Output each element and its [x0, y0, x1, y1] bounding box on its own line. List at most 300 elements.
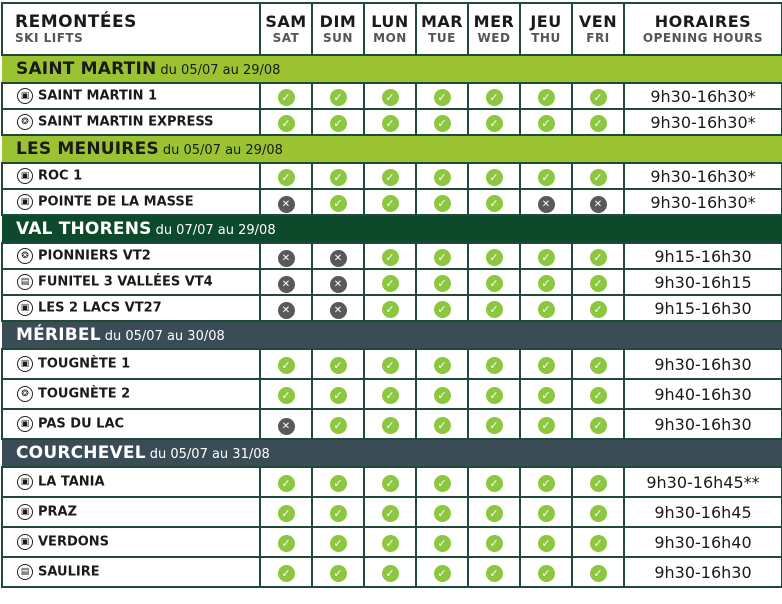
- hours-header-main: HORAIRES: [654, 12, 752, 31]
- lifts-header-sub: SKI LIFTS: [15, 31, 84, 45]
- check-icon: ✓: [486, 565, 503, 582]
- check-icon: ✓: [538, 475, 555, 492]
- day-header-wed: [468, 3, 520, 55]
- day-status-cell: [520, 379, 572, 409]
- opening-hours: 9h40-16h30: [624, 379, 782, 409]
- check-icon: ✓: [590, 417, 607, 434]
- day-status-cell: [416, 189, 468, 215]
- day-status-cell: [572, 527, 624, 557]
- day-status-cell: [468, 557, 520, 587]
- day-status-cell: [364, 527, 416, 557]
- check-icon: ✓: [330, 115, 347, 132]
- opening-hours: 9h30-16h15: [624, 269, 782, 295]
- day-header-sun: [312, 3, 364, 55]
- check-icon: ✓: [382, 275, 399, 292]
- gondola-icon: ▣: [17, 504, 33, 520]
- check-icon: ✓: [330, 565, 347, 582]
- day-status-cell: [260, 269, 312, 295]
- day-en: WED: [477, 31, 511, 45]
- lift-name-cell: [2, 379, 260, 409]
- lift-name: PAS DU LAC: [38, 416, 125, 432]
- check-icon: ✓: [434, 249, 451, 266]
- day-status-cell: [260, 163, 312, 189]
- check-icon: ✓: [538, 169, 555, 186]
- day-status-cell: [260, 189, 312, 215]
- day-fr: JEU: [530, 12, 562, 31]
- check-icon: ✓: [434, 275, 451, 292]
- day-status-cell: [260, 409, 312, 439]
- lift-row: [2, 409, 782, 439]
- section-name: SAINT MARTIN: [16, 59, 157, 79]
- hours-header-sub: OPENING HOURS: [642, 31, 764, 45]
- lift-schedule-table: [1, 2, 782, 588]
- check-icon: ✓: [434, 89, 451, 106]
- section-header: [2, 439, 782, 467]
- opening-hours: 9h30-16h30: [624, 409, 782, 439]
- day-status-cell: [572, 295, 624, 321]
- lift-name: PRAZ: [38, 504, 78, 520]
- lift-name: ROC 1: [38, 168, 83, 184]
- day-status-cell: [260, 349, 312, 379]
- check-icon: ✓: [538, 275, 555, 292]
- check-icon: ✓: [278, 387, 295, 404]
- lift-name: SAINT MARTIN EXPRESS: [38, 114, 214, 130]
- day-status-cell: [312, 163, 364, 189]
- day-status-cell: [572, 269, 624, 295]
- day-status-cell: [364, 409, 416, 439]
- day-en: SUN: [323, 31, 353, 45]
- gondola-icon: ▣: [17, 168, 33, 184]
- day-status-cell: [572, 557, 624, 587]
- header-row: [2, 3, 782, 55]
- check-icon: ✓: [278, 535, 295, 552]
- day-status-cell: [416, 349, 468, 379]
- day-status-cell: [520, 467, 572, 497]
- chairlift-icon: ❂: [17, 386, 33, 402]
- day-status-cell: [416, 163, 468, 189]
- lift-row: [2, 295, 782, 321]
- day-status-cell: [520, 527, 572, 557]
- check-icon: ✓: [486, 169, 503, 186]
- check-icon: ✓: [486, 301, 503, 318]
- cross-icon: ✕: [590, 196, 607, 213]
- day-status-cell: [468, 379, 520, 409]
- check-icon: ✓: [382, 357, 399, 374]
- check-icon: ✓: [278, 565, 295, 582]
- day-status-cell: [520, 189, 572, 215]
- check-icon: ✓: [486, 535, 503, 552]
- day-en: MON: [373, 31, 407, 45]
- day-fr: DIM: [319, 12, 357, 31]
- check-icon: ✓: [538, 357, 555, 374]
- lift-row: [2, 189, 782, 215]
- lift-row: [2, 379, 782, 409]
- day-status-cell: [572, 189, 624, 215]
- day-status-cell: [364, 467, 416, 497]
- day-fr: LUN: [371, 12, 409, 31]
- lift-name: LA TANIA: [38, 474, 105, 490]
- day-header-mon: [364, 3, 416, 55]
- gondola-icon: ▣: [17, 300, 33, 316]
- check-icon: ✓: [538, 89, 555, 106]
- lift-name: LES 2 LACS VT27: [38, 300, 162, 316]
- check-icon: ✓: [590, 301, 607, 318]
- check-icon: ✓: [434, 417, 451, 434]
- day-status-cell: [364, 557, 416, 587]
- day-status-cell: [520, 83, 572, 109]
- section-name: LES MENUIRES: [16, 139, 159, 159]
- cross-icon: ✕: [538, 196, 555, 213]
- check-icon: ✓: [538, 565, 555, 582]
- day-status-cell: [416, 109, 468, 135]
- check-icon: ✓: [486, 417, 503, 434]
- lift-name-cell: [2, 527, 260, 557]
- check-icon: ✓: [538, 387, 555, 404]
- check-icon: ✓: [434, 505, 451, 522]
- check-icon: ✓: [382, 249, 399, 266]
- day-status-cell: [312, 409, 364, 439]
- check-icon: ✓: [330, 417, 347, 434]
- check-icon: ✓: [330, 475, 347, 492]
- lift-row: [2, 527, 782, 557]
- day-status-cell: [312, 269, 364, 295]
- day-status-cell: [572, 467, 624, 497]
- section-name: MÉRIBEL: [16, 325, 101, 345]
- opening-hours: 9h15-16h30: [624, 243, 782, 269]
- lift-name-cell: [2, 557, 260, 587]
- check-icon: ✓: [486, 505, 503, 522]
- check-icon: ✓: [382, 169, 399, 186]
- section-header: [2, 55, 782, 83]
- funitel-icon: ▤: [17, 564, 33, 580]
- day-en: FRI: [586, 31, 610, 45]
- check-icon: ✓: [330, 357, 347, 374]
- section-dates: du 05/07 au 29/08: [162, 143, 283, 158]
- cross-icon: ✕: [278, 250, 295, 267]
- opening-hours: 9h30-16h30*: [624, 189, 782, 215]
- check-icon: ✓: [486, 249, 503, 266]
- day-status-cell: [260, 467, 312, 497]
- day-status-cell: [260, 497, 312, 527]
- check-icon: ✓: [434, 301, 451, 318]
- lift-name: PIONNIERS VT2: [38, 248, 151, 264]
- day-status-cell: [312, 189, 364, 215]
- day-status-cell: [416, 269, 468, 295]
- section-header-cell: [2, 321, 782, 349]
- day-status-cell: [312, 109, 364, 135]
- gondola-icon: ▣: [17, 356, 33, 372]
- lift-name: TOUGNÈTE 1: [38, 356, 131, 372]
- check-icon: ✓: [590, 565, 607, 582]
- lift-row: [2, 243, 782, 269]
- day-header-fri: [572, 3, 624, 55]
- day-status-cell: [468, 349, 520, 379]
- check-icon: ✓: [486, 475, 503, 492]
- day-status-cell: [572, 409, 624, 439]
- opening-hours: 9h30-16h30: [624, 557, 782, 587]
- opening-hours: 9h30-16h30*: [624, 163, 782, 189]
- check-icon: ✓: [590, 275, 607, 292]
- day-status-cell: [364, 189, 416, 215]
- check-icon: ✓: [434, 169, 451, 186]
- lift-name-cell: [2, 269, 260, 295]
- day-status-cell: [572, 83, 624, 109]
- lift-name: SAINT MARTIN 1: [38, 88, 158, 104]
- day-status-cell: [520, 497, 572, 527]
- day-status-cell: [572, 349, 624, 379]
- lift-row: [2, 109, 782, 135]
- day-status-cell: [364, 109, 416, 135]
- day-status-cell: [520, 163, 572, 189]
- gondola-icon: ▣: [17, 416, 33, 432]
- day-status-cell: [416, 83, 468, 109]
- day-status-cell: [364, 497, 416, 527]
- opening-hours: 9h30-16h30*: [624, 83, 782, 109]
- day-status-cell: [572, 163, 624, 189]
- day-status-cell: [468, 243, 520, 269]
- check-icon: ✓: [538, 115, 555, 132]
- day-status-cell: [468, 109, 520, 135]
- day-status-cell: [312, 295, 364, 321]
- lift-name: TOUGNÈTE 2: [38, 386, 131, 402]
- opening-hours: 9h30-16h45**: [624, 467, 782, 497]
- day-en: THU: [531, 31, 561, 45]
- lift-name-cell: [2, 189, 260, 215]
- section-header-cell: [2, 439, 782, 467]
- section-header-cell: [2, 135, 782, 163]
- cross-icon: ✕: [330, 302, 347, 319]
- day-status-cell: [260, 295, 312, 321]
- day-status-cell: [260, 243, 312, 269]
- lifts-column-header: [2, 3, 260, 55]
- check-icon: ✓: [590, 249, 607, 266]
- check-icon: ✓: [538, 535, 555, 552]
- section-dates: du 05/07 au 31/08: [149, 447, 270, 462]
- day-status-cell: [468, 189, 520, 215]
- day-status-cell: [260, 527, 312, 557]
- section-dates: du 07/07 au 29/08: [155, 223, 276, 238]
- check-icon: ✓: [382, 535, 399, 552]
- gondola-icon: ▣: [17, 474, 33, 490]
- cross-icon: ✕: [278, 276, 295, 293]
- day-status-cell: [364, 379, 416, 409]
- check-icon: ✓: [278, 357, 295, 374]
- day-status-cell: [312, 527, 364, 557]
- chairlift-icon: ❂: [17, 114, 33, 130]
- section-header: [2, 135, 782, 163]
- day-fr: SAM: [265, 12, 307, 31]
- day-status-cell: [260, 109, 312, 135]
- check-icon: ✓: [434, 565, 451, 582]
- day-status-cell: [416, 379, 468, 409]
- lift-name-cell: [2, 409, 260, 439]
- day-status-cell: [312, 83, 364, 109]
- schedule-body: [2, 55, 782, 587]
- lift-row: [2, 497, 782, 527]
- check-icon: ✓: [486, 275, 503, 292]
- opening-hours: 9h15-16h30: [624, 295, 782, 321]
- check-icon: ✓: [486, 195, 503, 212]
- check-icon: ✓: [278, 169, 295, 186]
- check-icon: ✓: [382, 417, 399, 434]
- day-status-cell: [416, 409, 468, 439]
- check-icon: ✓: [538, 249, 555, 266]
- check-icon: ✓: [330, 505, 347, 522]
- day-status-cell: [416, 497, 468, 527]
- check-icon: ✓: [538, 301, 555, 318]
- day-status-cell: [520, 295, 572, 321]
- check-icon: ✓: [382, 89, 399, 106]
- check-icon: ✓: [382, 387, 399, 404]
- day-status-cell: [416, 243, 468, 269]
- opening-hours: 9h30-16h45: [624, 497, 782, 527]
- cross-icon: ✕: [330, 276, 347, 293]
- check-icon: ✓: [330, 535, 347, 552]
- day-status-cell: [572, 109, 624, 135]
- check-icon: ✓: [382, 475, 399, 492]
- day-status-cell: [520, 557, 572, 587]
- day-fr: MER: [473, 12, 515, 31]
- check-icon: ✓: [590, 535, 607, 552]
- chairlift-icon: ❂: [17, 248, 33, 264]
- day-en: SAT: [272, 31, 300, 45]
- check-icon: ✓: [486, 387, 503, 404]
- opening-hours: 9h30-16h40: [624, 527, 782, 557]
- opening-hours: 9h30-16h30: [624, 349, 782, 379]
- check-icon: ✓: [434, 115, 451, 132]
- check-icon: ✓: [382, 301, 399, 318]
- day-status-cell: [364, 269, 416, 295]
- day-status-cell: [520, 109, 572, 135]
- check-icon: ✓: [434, 357, 451, 374]
- check-icon: ✓: [590, 475, 607, 492]
- day-header-sat: [260, 3, 312, 55]
- lift-name: POINTE DE LA MASSE: [38, 194, 194, 210]
- section-header-cell: [2, 55, 782, 83]
- check-icon: ✓: [434, 475, 451, 492]
- day-status-cell: [416, 295, 468, 321]
- day-header-thu: [520, 3, 572, 55]
- day-status-cell: [468, 295, 520, 321]
- day-status-cell: [520, 243, 572, 269]
- day-status-cell: [416, 467, 468, 497]
- day-status-cell: [364, 349, 416, 379]
- day-status-cell: [572, 379, 624, 409]
- day-status-cell: [260, 379, 312, 409]
- check-icon: ✓: [590, 505, 607, 522]
- lift-row: [2, 83, 782, 109]
- day-status-cell: [468, 163, 520, 189]
- day-status-cell: [468, 527, 520, 557]
- day-header-tue: [416, 3, 468, 55]
- check-icon: ✓: [278, 505, 295, 522]
- day-status-cell: [260, 557, 312, 587]
- day-status-cell: [468, 409, 520, 439]
- gondola-icon: ▣: [17, 194, 33, 210]
- check-icon: ✓: [486, 89, 503, 106]
- day-status-cell: [364, 163, 416, 189]
- day-status-cell: [520, 349, 572, 379]
- check-icon: ✓: [382, 115, 399, 132]
- day-status-cell: [364, 295, 416, 321]
- day-status-cell: [468, 83, 520, 109]
- gondola-icon: ▣: [17, 534, 33, 550]
- day-status-cell: [468, 497, 520, 527]
- section-name: VAL THORENS: [16, 219, 152, 239]
- lift-row: [2, 349, 782, 379]
- check-icon: ✓: [330, 387, 347, 404]
- funitel-icon: ▤: [17, 274, 33, 290]
- check-icon: ✓: [590, 387, 607, 404]
- check-icon: ✓: [278, 115, 295, 132]
- lift-row: [2, 163, 782, 189]
- day-status-cell: [520, 409, 572, 439]
- day-status-cell: [572, 497, 624, 527]
- hours-column-header: [624, 3, 782, 55]
- check-icon: ✓: [486, 357, 503, 374]
- check-icon: ✓: [590, 357, 607, 374]
- check-icon: ✓: [278, 89, 295, 106]
- lift-name-cell: [2, 349, 260, 379]
- lift-name-cell: [2, 83, 260, 109]
- check-icon: ✓: [330, 195, 347, 212]
- day-status-cell: [416, 527, 468, 557]
- lift-row: [2, 467, 782, 497]
- lift-name: VERDONS: [38, 534, 110, 550]
- check-icon: ✓: [486, 115, 503, 132]
- check-icon: ✓: [330, 169, 347, 186]
- lift-name-cell: [2, 467, 260, 497]
- day-status-cell: [416, 557, 468, 587]
- section-dates: du 05/07 au 30/08: [104, 329, 225, 344]
- check-icon: ✓: [278, 475, 295, 492]
- day-status-cell: [260, 83, 312, 109]
- cross-icon: ✕: [278, 302, 295, 319]
- day-status-cell: [312, 467, 364, 497]
- lift-name-cell: [2, 295, 260, 321]
- check-icon: ✓: [434, 535, 451, 552]
- section-header-cell: [2, 215, 782, 243]
- day-en: TUE: [428, 31, 456, 45]
- section-dates: du 05/07 au 29/08: [160, 63, 281, 78]
- day-status-cell: [312, 557, 364, 587]
- day-status-cell: [468, 467, 520, 497]
- section-name: COURCHEVEL: [16, 443, 146, 463]
- opening-hours: 9h30-16h30*: [624, 109, 782, 135]
- section-header: [2, 215, 782, 243]
- lift-name-cell: [2, 163, 260, 189]
- day-fr: MAR: [420, 12, 464, 31]
- lift-row: [2, 557, 782, 587]
- lift-name-cell: [2, 243, 260, 269]
- cross-icon: ✕: [278, 418, 295, 435]
- check-icon: ✓: [590, 89, 607, 106]
- lift-name-cell: [2, 497, 260, 527]
- lifts-header-main: REMONTÉES: [15, 12, 137, 32]
- day-status-cell: [468, 269, 520, 295]
- check-icon: ✓: [538, 505, 555, 522]
- check-icon: ✓: [434, 195, 451, 212]
- check-icon: ✓: [538, 417, 555, 434]
- check-icon: ✓: [590, 169, 607, 186]
- day-status-cell: [312, 243, 364, 269]
- lift-name-cell: [2, 109, 260, 135]
- lift-name: SAULIRE: [38, 564, 100, 580]
- check-icon: ✓: [330, 89, 347, 106]
- check-icon: ✓: [382, 565, 399, 582]
- cross-icon: ✕: [330, 250, 347, 267]
- day-status-cell: [312, 349, 364, 379]
